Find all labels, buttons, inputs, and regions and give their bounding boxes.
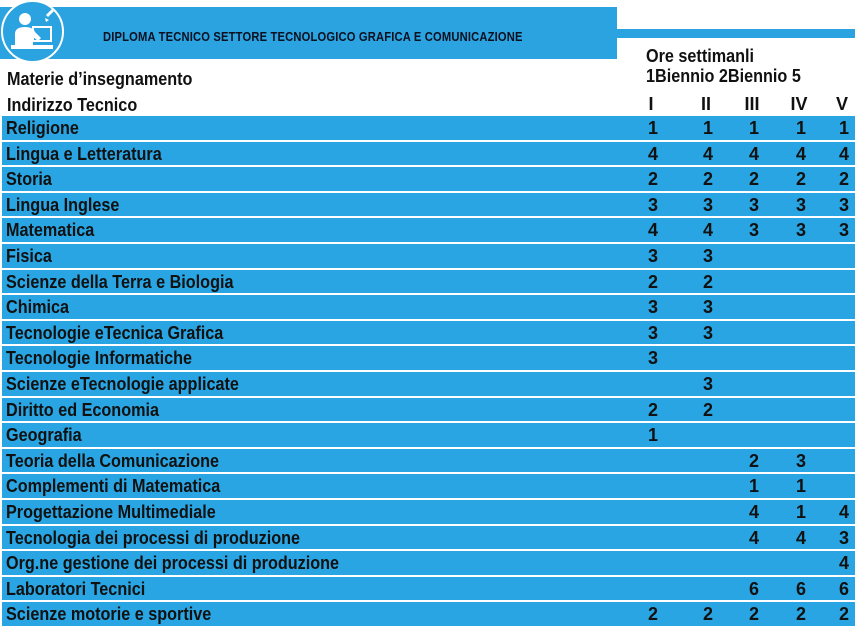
subject-name: Tecnologia dei processi di produzione: [6, 527, 301, 548]
hours-cell: 3: [647, 194, 658, 215]
hours-cell: 2: [702, 271, 713, 292]
hours-cell: 1: [795, 118, 806, 138]
hours-cell: 1: [647, 425, 658, 446]
subjects-table: [2, 116, 855, 628]
hours-cell: 1: [795, 501, 806, 522]
hours-cell: 3: [748, 194, 759, 215]
hours-cell: 2: [702, 604, 713, 625]
table-row: [2, 372, 855, 398]
table-row: [2, 398, 855, 424]
hours-cell: 4: [647, 220, 658, 241]
table-row: [2, 551, 855, 577]
hours-cell: 1: [838, 118, 849, 138]
hours-cell: 2: [647, 604, 658, 625]
subject-name: Chimica: [6, 297, 70, 318]
hours-cell: 3: [838, 527, 849, 548]
hours-cell: 3: [702, 373, 713, 394]
subject-name: Org.ne gestione dei processi di produzione: [6, 553, 340, 574]
table-row: [2, 295, 855, 321]
subject-name: Lingua e Letteratura: [6, 143, 162, 164]
subject-name: Matematica: [6, 220, 95, 241]
hours-cell: 3: [647, 322, 658, 343]
hours-cell: 3: [702, 322, 713, 343]
hours-cell: 1: [795, 476, 806, 497]
table-row: [2, 167, 855, 193]
subject-name: Scienze eTecnologie applicate: [6, 373, 239, 394]
subject-name: Teoria della Comunicazione: [6, 450, 220, 471]
subject-name: Progettazione Multimediale: [6, 501, 216, 522]
hours-label: Ore settimanli: [646, 46, 755, 66]
subject-name: Tecnologie Informatiche: [6, 348, 193, 369]
hours-cell: 2: [748, 604, 759, 625]
table-row: [2, 142, 855, 168]
hours-cell: 1: [748, 476, 759, 497]
hours-cell: 6: [838, 578, 849, 599]
hours-cell: 3: [647, 348, 658, 369]
hours-cell: 4: [748, 501, 759, 522]
hours-cell: 4: [702, 220, 713, 241]
hours-cell: 2: [838, 604, 849, 625]
hours-cell: 6: [748, 578, 759, 599]
subject-name: Laboratori Tecnici: [6, 578, 146, 599]
table-row: [2, 321, 855, 347]
year-header: IV: [790, 94, 808, 114]
table-row: [2, 577, 855, 603]
table-row: [2, 500, 855, 526]
hours-cell: 6: [795, 578, 806, 599]
hours-cell: 2: [795, 604, 806, 625]
hours-cell: 3: [795, 194, 806, 215]
hours-cell: 1: [647, 118, 658, 138]
hours-cell: 4: [748, 143, 759, 164]
hours-cell: 4: [838, 501, 849, 522]
hours-cell: 3: [838, 220, 849, 241]
track-label: Indirizzo Tecnico: [7, 95, 138, 115]
subject-name: Tecnologie eTecnica Grafica: [6, 322, 224, 343]
year-header: II: [700, 94, 711, 114]
hours-cell: 3: [647, 245, 658, 266]
table-row: [2, 270, 855, 296]
hours-cell: 4: [795, 527, 806, 548]
table-row: [2, 116, 855, 142]
hours-cell: 2: [647, 271, 658, 292]
hours-cell: 1: [702, 118, 713, 138]
table-row: [2, 218, 855, 244]
subject-name: Scienze motorie e sportive: [6, 604, 212, 625]
hours-cell: 3: [702, 245, 713, 266]
title-banner: [0, 7, 617, 59]
hours-cell: 3: [647, 297, 658, 318]
table-row: [2, 346, 855, 372]
hours-cell: 3: [795, 450, 806, 471]
student-at-desk-icon: [1, 0, 64, 63]
hours-cell: 2: [647, 399, 658, 420]
hours-cell: 2: [795, 169, 806, 190]
hours-cell: 4: [702, 143, 713, 164]
subject-name: Complementi di Matematica: [6, 476, 221, 497]
subject-name: Storia: [6, 169, 52, 190]
table-row: [2, 244, 855, 270]
hours-cell: 2: [702, 399, 713, 420]
hours-cell: 4: [748, 527, 759, 548]
hours-cell: 3: [702, 297, 713, 318]
table-row: [2, 602, 855, 628]
table-row: [2, 449, 855, 475]
subject-name: Fisica: [6, 245, 52, 266]
hours-cell: 2: [838, 169, 849, 190]
hours-cell: 3: [748, 220, 759, 241]
table-row: [2, 193, 855, 219]
year-header: I: [648, 94, 654, 114]
hours-cell: 3: [795, 220, 806, 241]
subject-name: Geografia: [6, 425, 82, 446]
hours-cell: 4: [647, 143, 658, 164]
hours-cell: 2: [748, 169, 759, 190]
table-row: [2, 423, 855, 449]
hours-cell: 2: [702, 169, 713, 190]
year-header: III: [744, 94, 760, 114]
bienni-label: 1Biennio 2Biennio 5: [646, 66, 801, 86]
hours-cell: 3: [838, 194, 849, 215]
hours-cell: 2: [647, 169, 658, 190]
document-title: DIPLOMA TECNICO SETTORE TECNOLOGICO GRAFICA E COMUNICAZIONE: [103, 29, 523, 44]
header-accent-bar: [617, 29, 855, 38]
hours-cell: 3: [702, 194, 713, 215]
subject-name: Lingua Inglese: [6, 194, 120, 215]
subject-name: Scienze della Terra e Biologia: [6, 271, 234, 292]
hours-cell: 4: [838, 553, 849, 574]
year-header: V: [835, 94, 848, 114]
table-row: [2, 526, 855, 552]
subject-name: Diritto ed Economia: [6, 399, 160, 420]
subject-name: Religione: [6, 118, 79, 138]
table-row: [2, 474, 855, 500]
hours-cell: 1: [748, 118, 759, 138]
hours-cell: 4: [795, 143, 806, 164]
hours-cell: 4: [838, 143, 849, 164]
subjects-label: Materie d’insegnamento: [7, 69, 193, 89]
hours-cell: 2: [748, 450, 759, 471]
